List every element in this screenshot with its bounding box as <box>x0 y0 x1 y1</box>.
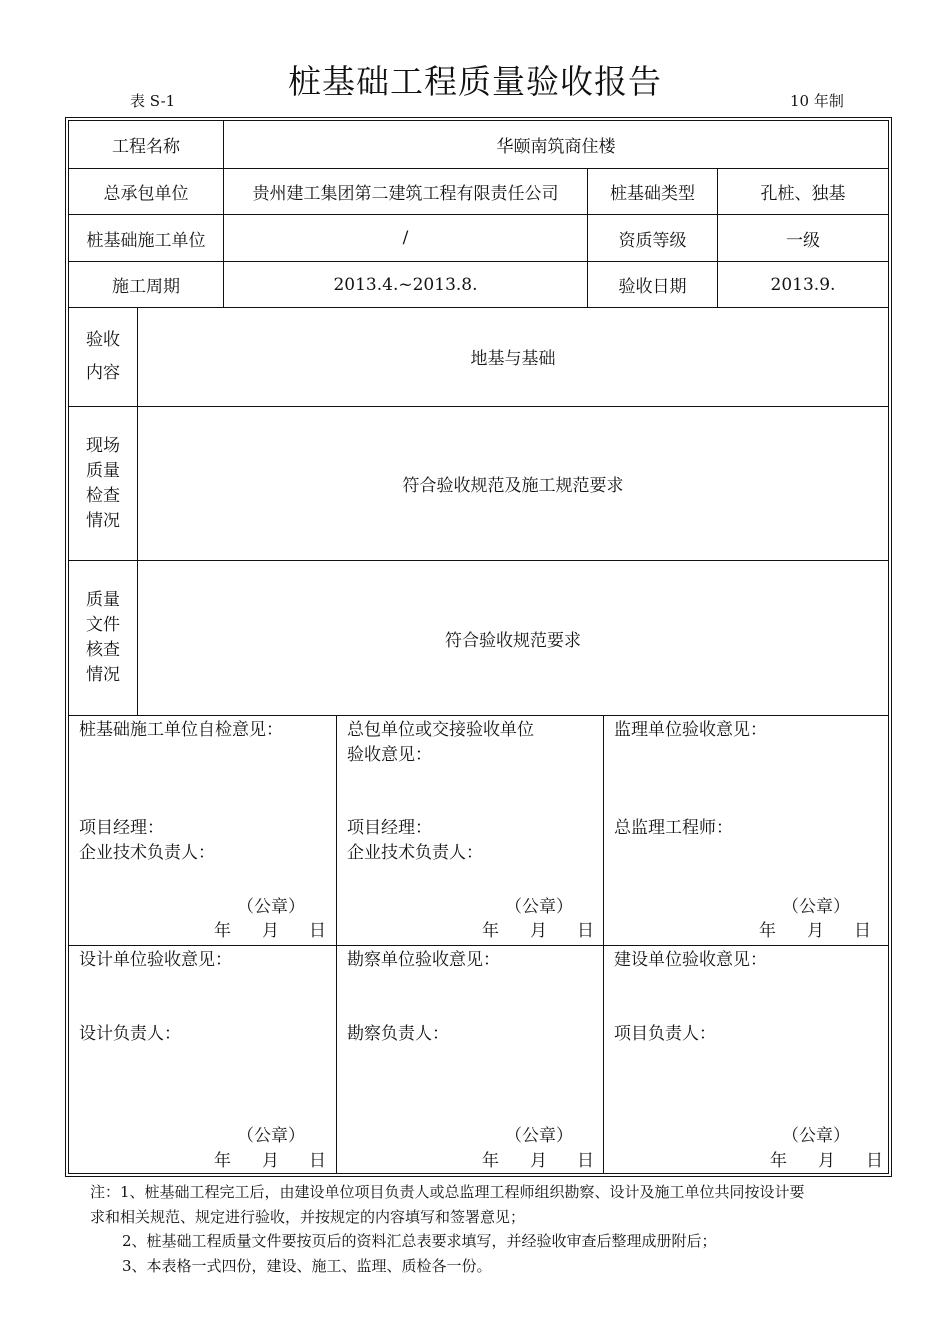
opinion-title-2: 验收意见： <box>347 745 432 765</box>
opinion-cell-owner <box>603 945 888 1173</box>
site-check-value: 符合验收规范及施工规范要求 <box>137 406 888 560</box>
seal-label: （公章） <box>505 897 573 917</box>
content-label-line: 内容 <box>86 363 120 383</box>
doc-check-value: 符合验收规范要求 <box>137 560 888 715</box>
accept-date-value: 2013.9. <box>717 261 888 307</box>
opinion-cell-pile-unit <box>69 715 336 945</box>
opinion-title: 勘察单位验收意见： <box>347 950 500 970</box>
signer-label: 勘察负责人： <box>347 1024 449 1044</box>
signer-label: 企业技术负责人： <box>347 843 483 863</box>
report-table <box>68 120 889 1174</box>
signer-label: 项目负责人： <box>614 1024 716 1044</box>
content-value: 地基与基础 <box>470 349 556 369</box>
form-year: 10 年制 <box>790 92 844 110</box>
date-year: 年 <box>214 1151 231 1171</box>
contractor-label: 总承包单位 <box>69 168 223 214</box>
pile-type-value: 孔桩、独基 <box>717 168 888 214</box>
date-day: 日 <box>577 921 594 941</box>
content-label-line: 验收 <box>86 330 120 350</box>
opinion-cell-survey <box>336 945 603 1173</box>
date-year: 年 <box>482 1151 499 1171</box>
date-month: 月 <box>530 921 547 941</box>
content-label <box>69 307 137 406</box>
opinion-title: 设计单位验收意见： <box>79 950 232 970</box>
seal-label: （公章） <box>782 897 850 917</box>
date-month: 月 <box>530 1151 547 1171</box>
site-check-label-line: 现场 <box>86 435 120 456</box>
date-day: 日 <box>309 1151 326 1171</box>
date-year: 年 <box>214 921 231 941</box>
doc-check-label-line: 情况 <box>86 665 120 685</box>
signer-label: 设计负责人： <box>79 1024 181 1044</box>
date-month: 月 <box>262 921 279 941</box>
seal-label: （公章） <box>782 1126 850 1146</box>
opinion-title: 桩基础施工单位自检意见： <box>79 720 283 740</box>
pile-type-label: 桩基础类型 <box>587 168 717 214</box>
date-year: 年 <box>759 921 776 941</box>
qualification-value: 一级 <box>717 214 888 261</box>
document-title: 桩基础工程质量验收报告 <box>288 62 662 101</box>
pile-unit-value: / <box>223 214 587 261</box>
note-2: 2、桩基础工程质量文件要按页后的资料汇总表要求填写，并经验收审查后整理成册附后； <box>122 1232 717 1250</box>
date-year: 年 <box>482 921 499 941</box>
signer-label: 项目经理： <box>347 818 432 838</box>
seal-label: （公章） <box>237 1126 305 1146</box>
opinion-cell-design <box>69 945 336 1173</box>
opinion-title: 建设单位验收意见： <box>614 950 767 970</box>
period-value: 2013.4.~2013.8. <box>223 261 587 307</box>
doc-check-label <box>69 560 137 715</box>
seal-label: （公章） <box>237 897 305 917</box>
date-day: 日 <box>854 921 871 941</box>
date-month: 月 <box>807 921 824 941</box>
period-label: 施工周期 <box>69 261 223 307</box>
site-check-label-line: 检查 <box>86 485 120 506</box>
project-name-value: 华颐南筑商住楼 <box>223 121 888 168</box>
date-month: 月 <box>818 1151 835 1171</box>
content-value-cell <box>137 307 888 406</box>
doc-check-label-line: 质量 <box>86 590 120 610</box>
signer-label: 项目经理： <box>79 818 164 838</box>
qualification-label: 资质等级 <box>587 214 717 261</box>
doc-check-label-line: 核查 <box>86 640 120 660</box>
note-1: 注：1、桩基础工程完工后，由建设单位项目负责人或总监理工程师组织勘察、设计及施工单位共同按设计要 <box>90 1183 805 1201</box>
project-name-label: 工程名称 <box>112 137 180 157</box>
site-check-label-line: 情况 <box>86 510 120 531</box>
pile-unit-label: 桩基础施工单位 <box>69 214 223 261</box>
seal-label: （公章） <box>505 1126 573 1146</box>
report-table-frame <box>65 117 892 1177</box>
opinion-title: 总包单位或交接验收单位 <box>347 720 534 740</box>
doc-check-label-line: 文件 <box>86 615 120 635</box>
date-day: 日 <box>309 921 326 941</box>
accept-date-label: 验收日期 <box>587 261 717 307</box>
site-check-label-line: 质量 <box>86 460 120 481</box>
opinion-title: 监理单位验收意见： <box>614 720 767 740</box>
signer-label: 企业技术负责人： <box>79 843 215 863</box>
opinion-cell-supervisor <box>603 715 888 945</box>
note-3: 3、本表格一式四份，建设、施工、监理、质检各一份。 <box>122 1256 492 1275</box>
notes <box>90 1180 890 1278</box>
signer-label: 总监理工程师： <box>614 818 733 838</box>
note-1-continued: 求和相关规范、规定进行验收，并按规定的内容填写和签署意见； <box>90 1207 526 1226</box>
form-number: 表 S-1 <box>130 92 176 110</box>
date-year: 年 <box>770 1151 787 1171</box>
date-day: 日 <box>577 1151 594 1171</box>
contractor-value: 贵州建工集团第二建筑工程有限责任公司 <box>223 168 587 214</box>
date-month: 月 <box>262 1151 279 1171</box>
date-day: 日 <box>866 1151 883 1171</box>
site-check-label <box>69 406 137 560</box>
opinion-cell-general-contractor <box>336 715 603 945</box>
